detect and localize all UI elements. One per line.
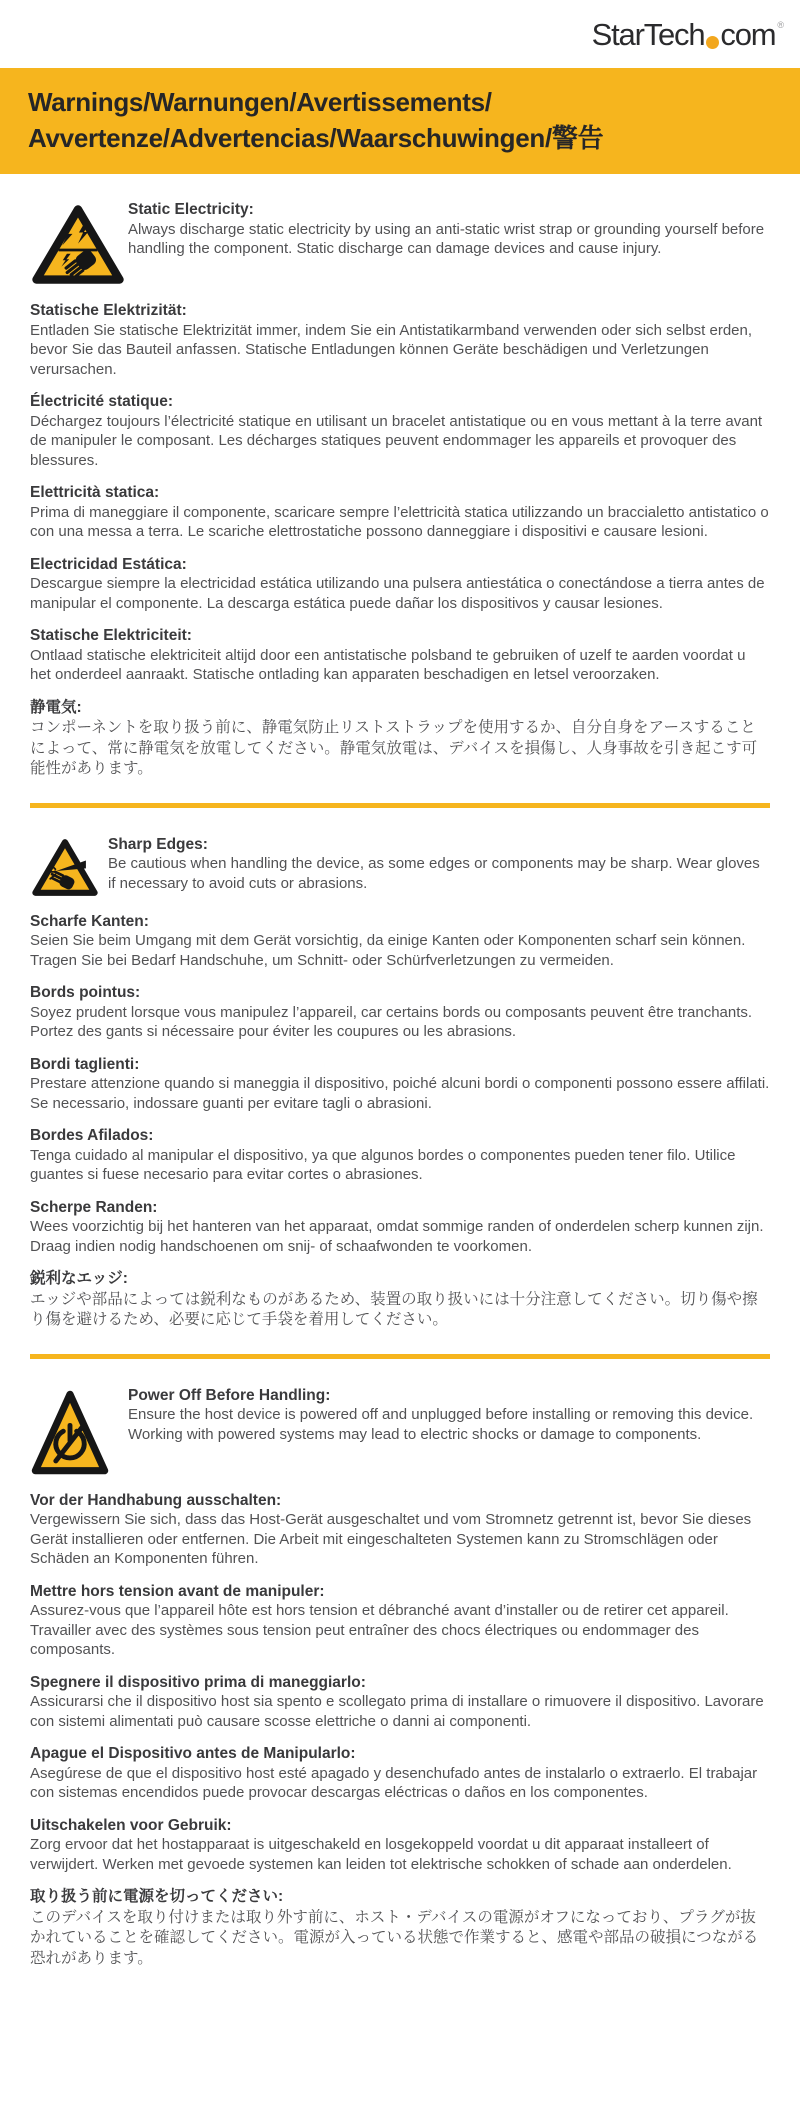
esd-warning-icon xyxy=(30,200,128,287)
block-body: Prima di maneggiare il componente, scaricare sempre l’elettricità statica utilizzando un braccialetto antistatico o con una messa a terra. Le scariche elettrostatiche possono danneggiare i dispositivi e causare lesioni. xyxy=(30,503,769,540)
block-heading: Static Electricity: xyxy=(128,201,254,218)
block-body: Always discharge static electricity by using an anti-static wrist strap or grounding yourself before handling the component. Static discharge can damage devices and cause injury. xyxy=(128,220,765,257)
static-block-fr xyxy=(30,392,770,470)
banner-title-line-2: Avvertenze/Advertencias/Waarschuwingen/警告 xyxy=(28,123,604,153)
block-body: Ontlaad statische elektriciteit altijd door een antistatische polsband te gebruiken of uzelf te aarden voordat u het onderdeel aanraakt. Statische ontlading kan apparaten beschadigen en letsel veroorzaken. xyxy=(30,646,746,683)
block-body: Asegúrese de que el dispositivo host esté apagado y desenchufado antes de instalarlo o extraerlo. El trabajar con sistemas encendidos puede provocar descargas eléctricas o daños en los componentes. xyxy=(30,1764,758,1801)
sharp-edges-warning-icon xyxy=(30,835,108,898)
sharp-block-ja xyxy=(30,1269,770,1331)
section-static-electricity xyxy=(30,200,770,780)
section-power-off xyxy=(30,1386,770,1970)
page-header xyxy=(0,0,800,68)
static-electricity-intro xyxy=(30,200,770,287)
sharp-block-fr xyxy=(30,983,770,1042)
section-sharp-edges xyxy=(30,835,770,1331)
block-heading: Bordi taglienti: xyxy=(30,1055,140,1073)
startech-logo xyxy=(591,16,784,52)
section-divider xyxy=(30,803,770,808)
logo-dot-icon xyxy=(706,36,719,49)
block-heading: Scherpe Randen: xyxy=(30,1198,158,1216)
block-heading: 取り扱う前に電源を切ってください: xyxy=(30,1888,284,1905)
registered-trademark-symbol: ® xyxy=(777,19,784,30)
block-body: Seien Sie beim Umgang mit dem Gerät vorsichtig, da einige Kanten oder Komponenten scharf sein können. Tragen Sie bei Bedarf Handschuhe, um Schnitt- oder Schürfverletzungen zu vermeiden. xyxy=(30,932,746,969)
sharp-edges-intro xyxy=(30,835,770,898)
static-block-de xyxy=(30,301,770,379)
power-block-es xyxy=(30,1744,770,1803)
power-off-warning-icon xyxy=(30,1386,128,1477)
warnings-title-banner xyxy=(0,68,800,174)
power-off-english-block xyxy=(128,1386,770,1477)
static-block-it xyxy=(30,483,770,542)
block-heading: Bords pointus: xyxy=(30,984,141,1001)
block-body: Soyez prudent lorsque vous manipulez l’appareil, car certains bords ou composants peuvent être tranchants. Portez des gants si nécessaire pour éviter les coupures ou les abrasions. xyxy=(30,1003,753,1040)
block-heading: Power Off Before Handling: xyxy=(128,1386,331,1404)
block-body: Ensure the host device is powered off and unplugged before installing or removing this device. Working with powered systems may lead to electric shocks or damage to components. xyxy=(128,1406,754,1443)
block-body: Entladen Sie statische Elektrizität immer, indem Sie ein Antistatikarmband verwenden oder sich selbst erden, bevor Sie das Bauteil anfassen. Statische Entladungen können Geräte beschädigen und Verletzungen verursachen. xyxy=(30,321,753,378)
sharp-block-it xyxy=(30,1055,770,1114)
block-heading: Mettre hors tension avant de manipuler: xyxy=(30,1582,325,1600)
block-heading: Statische Elektriciteit: xyxy=(30,627,192,644)
block-heading: Elettricità statica: xyxy=(30,484,160,501)
block-heading: Vor der Handhabung ausschalten: xyxy=(30,1491,282,1509)
block-heading: Statische Elektrizität: xyxy=(30,302,187,319)
static-block-nl xyxy=(30,626,770,685)
block-body: Assurez-vous que l’appareil hôte est hors tension et débranché avant d’installer ou de retirer cet appareil. Travailler avec des systèmes sous tension peut entraîner des chocs électriques ou endommager des composants. xyxy=(30,1602,729,1658)
block-heading: Apague el Dispositivo antes de Manipularlo: xyxy=(30,1745,356,1762)
power-block-it xyxy=(30,1673,770,1732)
logo-tld-text: com xyxy=(720,16,776,52)
static-electricity-english-block xyxy=(128,200,770,287)
sharp-block-nl xyxy=(30,1198,770,1257)
block-heading: Spegnere il dispositivo prima di maneggiarlo: xyxy=(30,1673,366,1691)
power-off-intro xyxy=(30,1386,770,1477)
power-block-fr xyxy=(30,1582,770,1660)
block-heading: 鋭利なエッジ: xyxy=(30,1270,128,1287)
power-block-nl xyxy=(30,1816,770,1875)
block-body: エッジや部品によっては鋭利なものがあるため、装置の取り扱いには十分注意してください。切り傷や擦り傷を避けるため、必要に応じて手袋を着用してください。 xyxy=(30,1290,758,1328)
block-heading: Uitschakelen voor Gebruik: xyxy=(30,1816,232,1834)
static-block-ja xyxy=(30,698,770,780)
block-heading: Scharfe Kanten: xyxy=(30,912,149,930)
block-heading: Sharp Edges: xyxy=(108,835,208,853)
document-content xyxy=(0,174,800,1969)
block-heading: 静電気: xyxy=(30,698,82,716)
block-body: このデバイスを取り付けまたは取り外す前に、ホスト・デバイスの電源がオフになっており、プラグが抜かれていることを確認してください。電源が入っている状態で作業すると、感電や部品の破損につながる恐れがあります。 xyxy=(30,1908,759,1967)
banner-title-line-1: Warnings/Warnungen/Avertissements/ xyxy=(28,87,492,117)
block-heading: Electricidad Estática: xyxy=(30,555,187,573)
block-body: Descargue siempre la electricidad estática utilizando una pulsera antiestática o conectándose a tierra antes de manipular el componente. La descarga estática puede dañar los dispositivos y causar lesiones. xyxy=(30,575,765,612)
logo-brand-text: StarTech xyxy=(591,16,705,52)
sharp-block-de xyxy=(30,912,770,971)
block-heading: Électricité statique: xyxy=(30,393,173,410)
section-divider xyxy=(30,1354,770,1359)
block-body: Vergewissern Sie sich, dass das Host-Gerät ausgeschaltet und vom Stromnetz getrennt ist, bevor Sie dieses Gerät installieren oder entfernen. Die Arbeit mit eingeschalteten Systemen kann zu Stromschlägen oder Schäden an Komponenten führen. xyxy=(30,1511,752,1567)
power-block-de xyxy=(30,1491,770,1569)
block-body: コンポーネントを取り扱う前に、静電気防止リストストラップを使用するか、自分自身をアースすることによって、常に静電気を放電してください。静電気放電は、デバイスを損傷し、人身事故を引き起こす可能性があります。 xyxy=(30,719,758,777)
block-body: Be cautious when handling the device, as some edges or components may be sharp. Wear gloves if necessary to avoid cuts or abrasions. xyxy=(108,855,760,892)
power-block-ja xyxy=(30,1887,770,1969)
block-body: Tenga cuidado al manipular el dispositivo, ya que algunos bordes o componentes pueden tener filo. Utilice guantes si fuese necesario para evitar cortes o abrasiones. xyxy=(30,1146,736,1183)
block-body: Assicurarsi che il dispositivo host sia spento e scollegato prima di installare o rimuovere il dispositivo. Lavorare con sistemi alimentati può causare scosse elettriche o danni ai componenti. xyxy=(30,1693,764,1730)
block-heading: Bordes Afilados: xyxy=(30,1127,154,1144)
block-body: Zorg ervoor dat het hostapparaat is uitgeschakeld en losgekoppeld voordat u dit apparaat installeert of verwijdert. Werken met gevoede systemen kan leiden tot elektrische schokken of schade aan onderdelen. xyxy=(30,1836,732,1873)
sharp-edges-english-block xyxy=(108,835,770,898)
block-body: Wees voorzichtig bij het hanteren van het apparaat, omdat sommige randen of onderdelen scherp kunnen zijn. Draag indien nodig handschoenen om snij- of schaafwonden te voorkomen. xyxy=(30,1218,764,1255)
sharp-block-es xyxy=(30,1126,770,1185)
block-body: Prestare attenzione quando si maneggia il dispositivo, poiché alcuni bordi o componenti possono essere affilati. Se necessario, indossare guanti per evitare tagli o abrasioni. xyxy=(30,1075,770,1112)
block-body: Déchargez toujours l’électricité statique en utilisant un bracelet antistatique ou en vous mettant à la terre avant de manipuler le composant. Les décharges statiques peuvent endommager les appareils et provoquer des blessures. xyxy=(30,412,763,469)
static-block-es xyxy=(30,555,770,614)
